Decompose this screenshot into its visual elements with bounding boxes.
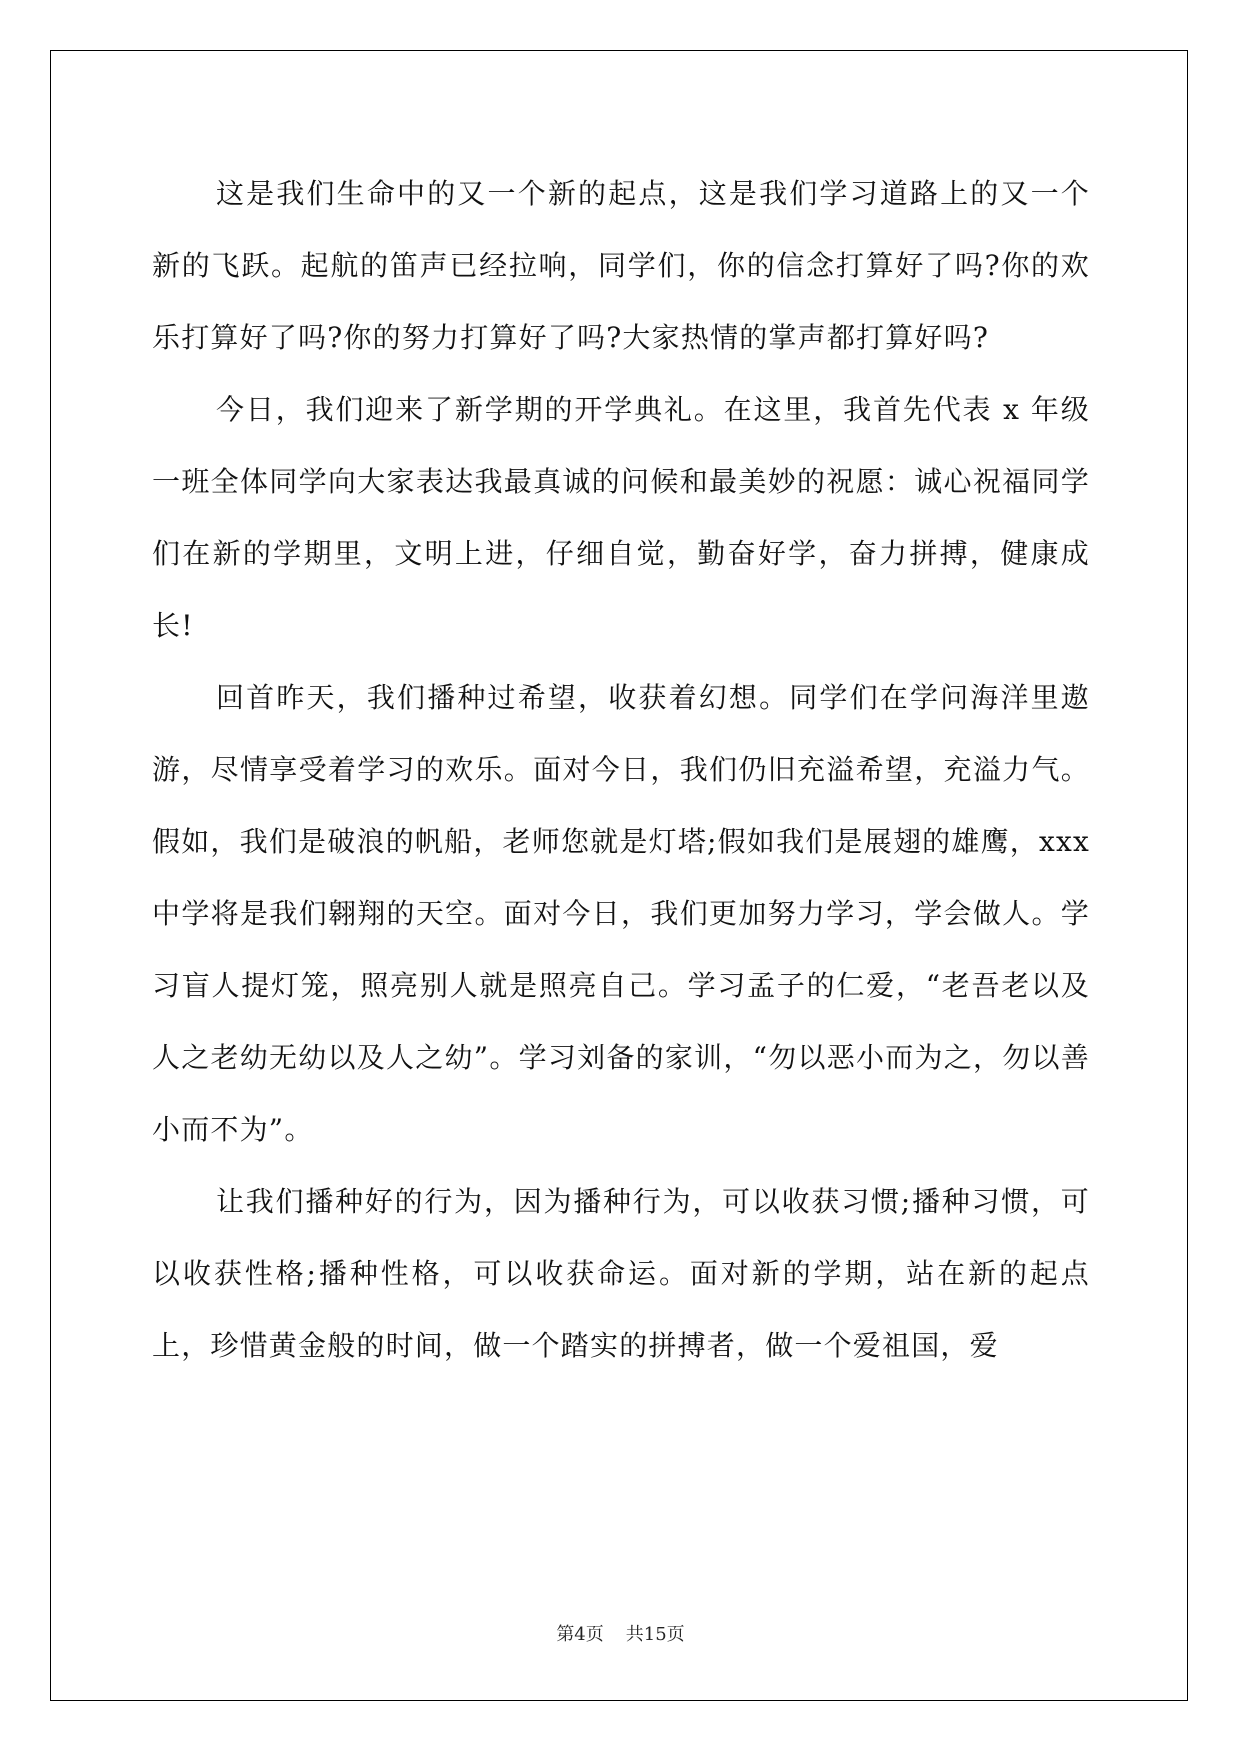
current-page-number: 第4页 bbox=[556, 1624, 604, 1645]
document-body bbox=[152, 158, 1090, 1382]
paragraph-1: 这是我们生命中的又一个新的起点，这是我们学习道路上的又一个新的飞跃。起航的笛声已经拉响，同学们，你的信念打算好了吗?你的欢乐打算好了吗?你的努力打算好了吗?大家热情的掌声都打算好吗? bbox=[152, 177, 1090, 354]
paragraph-4: 让我们播种好的行为，因为播种行为，可以收获习惯;播种习惯，可以收获性格;播种性格，可以收获命运。面对新的学期，站在新的起点上，珍惜黄金般的时间，做一个踏实的拼搏者，做一个爱祖国，爱 bbox=[152, 1185, 1090, 1362]
total-page-count: 共15页 bbox=[625, 1624, 685, 1645]
paragraph-2: 今日，我们迎来了新学期的开学典礼。在这里，我首先代表 x 年级一班全体同学向大家表达我最真诚的问候和最美妙的祝愿：诚心祝福同学们在新的学期里，文明上进，仔细自觉，勤奋好学，奋力拼搏，健康成长! bbox=[152, 393, 1090, 642]
page-footer bbox=[0, 1620, 1241, 1646]
paragraph-3: 回首昨天，我们播种过希望，收获着幻想。同学们在学问海洋里遨游，尽情享受着学习的欢乐。面对今日，我们仍旧充溢希望，充溢力气。假如，我们是破浪的帆船，老师您就是灯塔;假如我们是展翅的雄鹰，xxx 中学将是我们翱翔的天空。面对今日，我们更加努力学习，学会做人。学习盲人提灯笼，照亮别人就是照亮自己。学习孟子的仁爱，“老吾老以及人之老幼无幼以及人之幼”。学习刘备的家训，“勿以恶小而为之，勿以善小而不为”。 bbox=[152, 681, 1090, 1146]
